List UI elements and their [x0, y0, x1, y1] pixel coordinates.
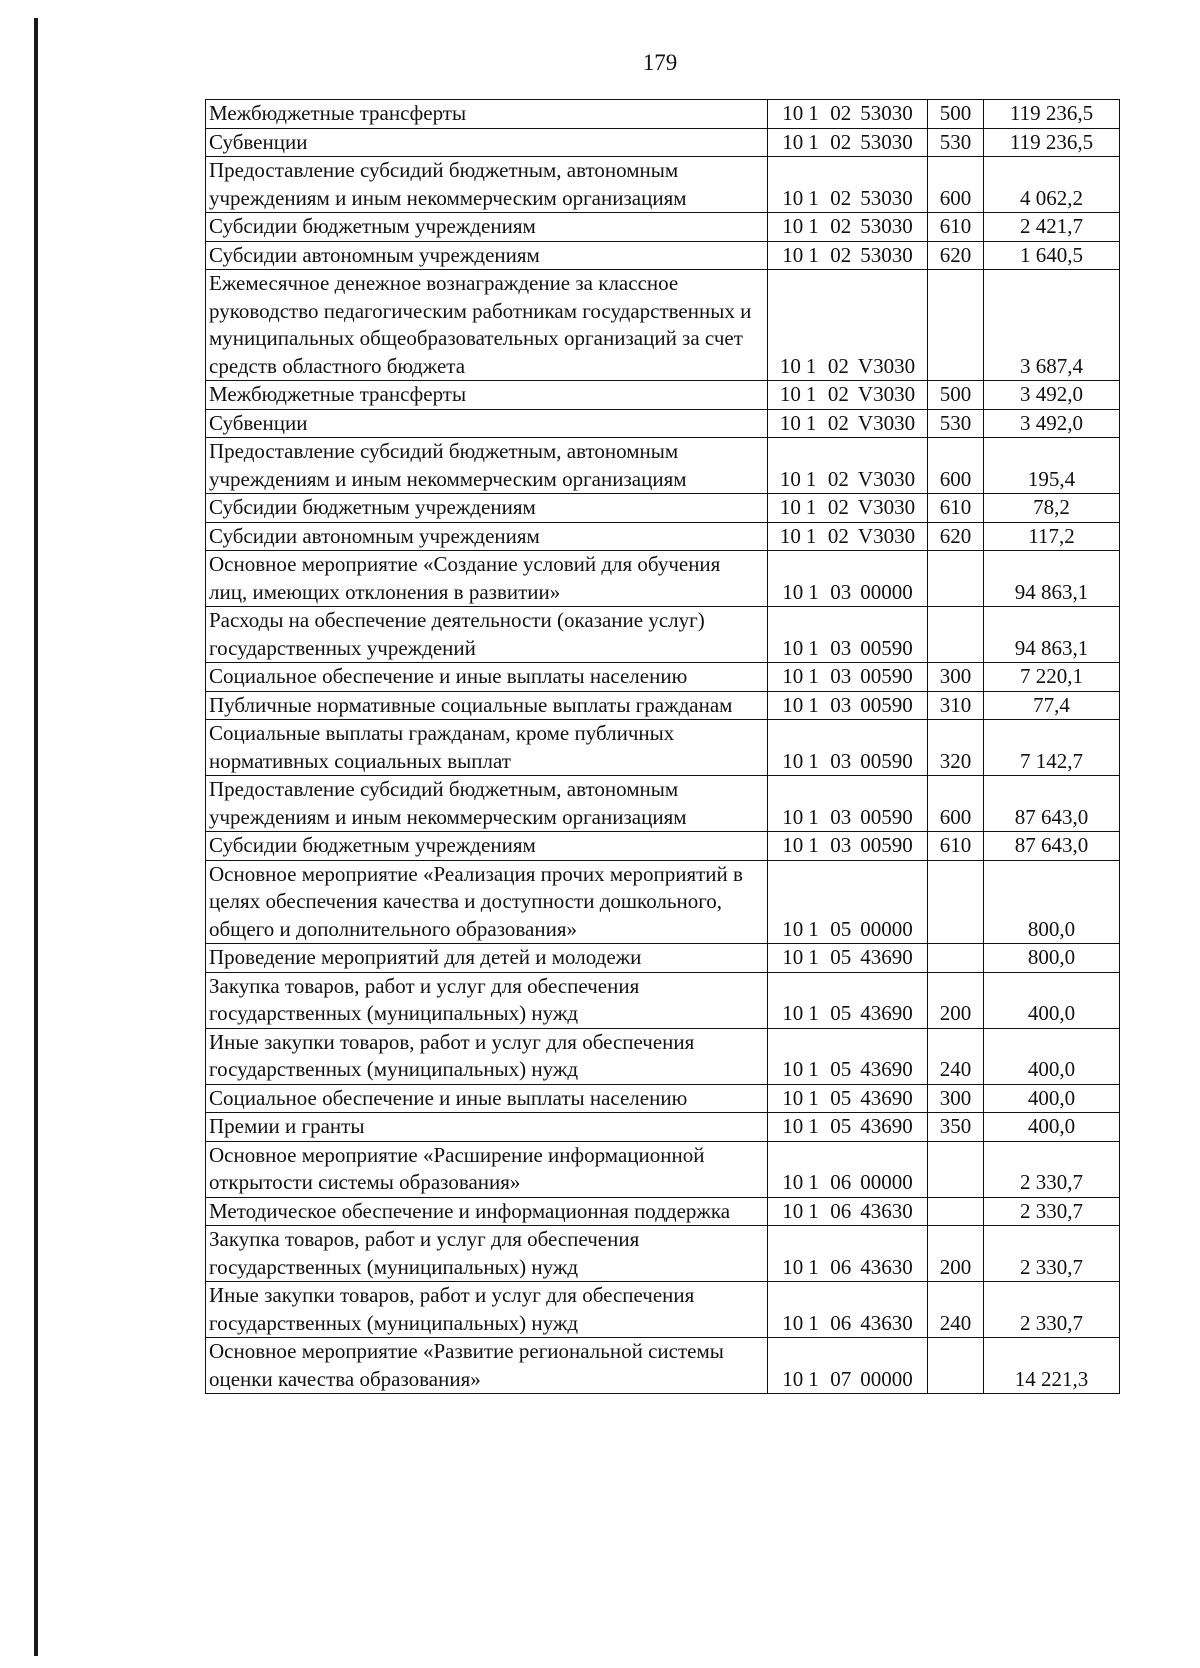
expense-name: Основное мероприятие «Создание условий для обучения лиц, имеющих отклонения в развитии» [206, 551, 768, 607]
code-part: 1 [808, 748, 819, 773]
amount-value: 94 863,1 [984, 551, 1120, 607]
expense-type-code: 500 [928, 100, 984, 129]
code-part: 10 [782, 804, 804, 829]
code-part: 1 [805, 410, 817, 435]
expense-type-code: 300 [928, 1084, 984, 1113]
code-part: 03 [830, 635, 852, 660]
expense-name: Межбюджетные трансферты [206, 100, 768, 129]
code-part: 10 [782, 1085, 804, 1110]
code-part: 00590 [860, 664, 913, 688]
code-part: 43690 [860, 1001, 913, 1025]
code-part: 05 [830, 916, 852, 941]
code-part: 1 [808, 242, 819, 267]
target-article-code [768, 1141, 928, 1197]
code-part: 00590 [860, 635, 913, 660]
code-part: 1 [808, 833, 819, 857]
target-article-code [768, 944, 928, 973]
expense-name: Предоставление субсидий бюджетным, автономным учреждениям и иным некоммерческим организациям [206, 776, 768, 832]
code-part: 53030 [860, 129, 913, 154]
target-article-code [768, 832, 928, 861]
code-part: 10 [782, 1198, 804, 1223]
expense-name: Закупка товаров, работ и услуг для обеспечения государственных (муниципальных) нужд [206, 1226, 768, 1282]
code-part: 1 [808, 579, 819, 604]
code-part: 05 [830, 1001, 852, 1025]
expense-type-code: 240 [928, 1282, 984, 1338]
expense-name: Проведение мероприятий для детей и молодежи [206, 944, 768, 973]
expense-name: Премии и гранты [206, 1113, 768, 1142]
target-article-code [768, 1338, 928, 1394]
code-part: 53030 [860, 214, 913, 238]
code-part: 07 [830, 1366, 852, 1391]
code-part: 43690 [860, 1057, 913, 1081]
amount-value: 195,4 [984, 438, 1120, 494]
expense-name: Методическое обеспечение и информационная поддержка [206, 1197, 768, 1226]
expense-type-code: 310 [928, 691, 984, 720]
target-article-code [768, 972, 928, 1028]
page-number: 179 [642, 50, 678, 75]
code-part: 10 [779, 382, 801, 406]
code-part: 10 [782, 242, 804, 267]
expense-name: Социальное обеспечение и иные выплаты населению [206, 663, 768, 692]
table-row [206, 972, 1120, 1028]
code-part: 00590 [860, 804, 913, 829]
expense-type-code: 610 [928, 213, 984, 242]
code-part: 00590 [860, 692, 913, 717]
code-part: V3030 [857, 466, 916, 491]
code-part: V3030 [857, 410, 916, 435]
code-part: 10 [782, 692, 804, 717]
code-part: 10 [782, 185, 804, 210]
code-part: 1 [805, 382, 817, 406]
code-part: V3030 [857, 353, 916, 378]
expense-type-code: 600 [928, 157, 984, 213]
code-part: 1 [805, 353, 817, 378]
target-article-code [768, 776, 928, 832]
expense-name: Субвенции [206, 128, 768, 157]
amount-value: 2 330,7 [984, 1141, 1120, 1197]
code-part: 00000 [860, 916, 913, 941]
table-row [206, 663, 1120, 692]
code-part: 1 [808, 101, 819, 125]
code-part: 1 [808, 1366, 819, 1391]
expense-name: Основное мероприятие «Развитие региональной системы оценки качества образования» [206, 1338, 768, 1394]
code-part: 10 [779, 353, 801, 378]
amount-value: 94 863,1 [984, 607, 1120, 663]
code-part: 10 [782, 916, 804, 941]
table-row [206, 860, 1120, 944]
code-part: 53030 [860, 101, 913, 125]
code-part: 02 [830, 214, 852, 238]
code-part: 02 [830, 101, 852, 125]
code-part: 06 [830, 1170, 852, 1194]
target-article-code [768, 157, 928, 213]
table-row [206, 1197, 1120, 1226]
code-part: 1 [808, 1310, 819, 1335]
expense-type-code: 600 [928, 438, 984, 494]
code-part: 1 [808, 1001, 819, 1025]
code-part: 53030 [860, 185, 913, 210]
code-part: 02 [830, 185, 852, 210]
target-article-code [768, 663, 928, 692]
expense-name: Субсидии бюджетным учреждениям [206, 494, 768, 523]
code-part: 00000 [860, 1366, 913, 1391]
expense-name: Межбюджетные трансферты [206, 381, 768, 410]
code-part: 1 [808, 1085, 819, 1110]
code-part: 03 [830, 664, 852, 688]
table-row [206, 720, 1120, 776]
amount-value: 3 492,0 [984, 381, 1120, 410]
amount-value: 3 492,0 [984, 409, 1120, 438]
code-part: 10 [779, 410, 801, 435]
expense-name: Социальные выплаты гражданам, кроме публичных нормативных социальных выплат [206, 720, 768, 776]
code-part: 00590 [860, 833, 913, 857]
expense-type-code: 300 [928, 663, 984, 692]
table-row [206, 100, 1120, 129]
target-article-code [768, 860, 928, 944]
code-part: 10 [782, 1057, 804, 1081]
code-part: 1 [805, 523, 817, 548]
expense-name: Предоставление субсидий бюджетным, автономным учреждениям и иным некоммерческим организациям [206, 438, 768, 494]
table-row [206, 1226, 1120, 1282]
expense-type-code: 610 [928, 494, 984, 523]
code-part: 02 [830, 242, 852, 267]
expense-type-code [928, 860, 984, 944]
expense-name: Ежемесячное денежное вознаграждение за классное руководство педагогическим работникам государственных и муниципальных общеобразовательных организаций за счет средств областного бюджета [206, 270, 768, 381]
table-row [206, 944, 1120, 973]
code-part: 05 [830, 1114, 852, 1138]
code-part: 03 [830, 804, 852, 829]
code-part: 1 [808, 1254, 819, 1279]
target-article-code [768, 100, 928, 129]
expense-name: Субсидии бюджетным учреждениям [206, 832, 768, 861]
expense-type-code: 620 [928, 241, 984, 270]
amount-value: 87 643,0 [984, 776, 1120, 832]
code-part: 43630 [860, 1310, 913, 1335]
expense-name: Иные закупки товаров, работ и услуг для обеспечения государственных (муниципальных) нужд [206, 1028, 768, 1084]
budget-table [205, 99, 1120, 1394]
target-article-code [768, 381, 928, 410]
expense-type-code [928, 1338, 984, 1394]
amount-value: 7 220,1 [984, 663, 1120, 692]
table-row [206, 241, 1120, 270]
code-part: 00000 [860, 579, 913, 604]
table-row [206, 1282, 1120, 1338]
code-part: 10 [782, 664, 804, 688]
code-part: 02 [827, 353, 849, 378]
table-row [206, 607, 1120, 663]
table-row [206, 1141, 1120, 1197]
expense-name: Закупка товаров, работ и услуг для обеспечения государственных (муниципальных) нужд [206, 972, 768, 1028]
code-part: 10 [782, 101, 804, 125]
table-row [206, 1028, 1120, 1084]
binding-margin-line [34, 18, 38, 1656]
target-article-code [768, 522, 928, 551]
code-part: 1 [805, 495, 817, 519]
target-article-code [768, 213, 928, 242]
table-row [206, 270, 1120, 381]
amount-value: 2 330,7 [984, 1282, 1120, 1338]
expense-type-code: 500 [928, 381, 984, 410]
amount-value: 119 236,5 [984, 128, 1120, 157]
expense-type-code [928, 607, 984, 663]
table-row [206, 1113, 1120, 1142]
amount-value: 119 236,5 [984, 100, 1120, 129]
target-article-code [768, 1197, 928, 1226]
table-row [206, 691, 1120, 720]
expense-type-code: 530 [928, 409, 984, 438]
amount-value: 2 330,7 [984, 1197, 1120, 1226]
code-part: 1 [808, 1114, 819, 1138]
code-part: 02 [827, 495, 849, 519]
code-part: 10 [782, 579, 804, 604]
code-part: 53030 [860, 242, 913, 267]
target-article-code [768, 1226, 928, 1282]
code-part: 05 [830, 1085, 852, 1110]
code-part: 10 [782, 214, 804, 238]
expense-type-code [928, 270, 984, 381]
code-part: 1 [808, 635, 819, 660]
amount-value: 87 643,0 [984, 832, 1120, 861]
expense-name: Субсидии автономным учреждениям [206, 241, 768, 270]
code-part: 05 [830, 945, 852, 969]
code-part: 10 [782, 129, 804, 154]
code-part: 1 [808, 945, 819, 969]
code-part: 43630 [860, 1198, 913, 1223]
code-part: 03 [830, 833, 852, 857]
amount-value: 3 687,4 [984, 270, 1120, 381]
amount-value: 78,2 [984, 494, 1120, 523]
expense-name: Субсидии автономным учреждениям [206, 522, 768, 551]
table-row [206, 551, 1120, 607]
target-article-code [768, 551, 928, 607]
code-part: 10 [782, 1170, 804, 1194]
code-part: 43690 [860, 1085, 913, 1110]
code-part: 1 [808, 1057, 819, 1081]
table-row [206, 438, 1120, 494]
code-part: 02 [830, 129, 852, 154]
code-part: 02 [827, 523, 849, 548]
code-part: 10 [779, 495, 801, 519]
expense-type-code: 600 [928, 776, 984, 832]
table-row [206, 157, 1120, 213]
code-part: 1 [808, 1198, 819, 1223]
target-article-code [768, 1282, 928, 1338]
expense-type-code: 350 [928, 1113, 984, 1142]
code-part: 1 [808, 692, 819, 717]
expense-type-code: 530 [928, 128, 984, 157]
table-row [206, 381, 1120, 410]
code-part: 03 [830, 692, 852, 717]
code-part: 1 [808, 916, 819, 941]
expense-name: Субвенции [206, 409, 768, 438]
expense-name: Основное мероприятие «Расширение информационной открытости системы образования» [206, 1141, 768, 1197]
amount-value: 800,0 [984, 860, 1120, 944]
expense-type-code [928, 551, 984, 607]
code-part: 43690 [860, 1114, 913, 1138]
code-part: 43630 [860, 1254, 913, 1279]
code-part: 1 [808, 214, 819, 238]
table-row [206, 776, 1120, 832]
expense-type-code [928, 1141, 984, 1197]
amount-value: 77,4 [984, 691, 1120, 720]
expense-type-code: 620 [928, 522, 984, 551]
target-article-code [768, 241, 928, 270]
amount-value: 400,0 [984, 1028, 1120, 1084]
expense-type-code [928, 944, 984, 973]
amount-value: 800,0 [984, 944, 1120, 973]
code-part: 10 [782, 1114, 804, 1138]
code-part: 03 [830, 748, 852, 773]
target-article-code [768, 691, 928, 720]
code-part: 06 [830, 1198, 852, 1223]
expense-name: Публичные нормативные социальные выплаты гражданам [206, 691, 768, 720]
code-part: 06 [830, 1254, 852, 1279]
expense-name: Предоставление субсидий бюджетным, автономным учреждениям и иным некоммерческим организациям [206, 157, 768, 213]
code-part: 10 [779, 466, 801, 491]
code-part: 06 [830, 1310, 852, 1335]
code-part: 10 [779, 523, 801, 548]
amount-value: 1 640,5 [984, 241, 1120, 270]
expense-name: Социальное обеспечение и иные выплаты населению [206, 1084, 768, 1113]
table-row [206, 128, 1120, 157]
amount-value: 7 142,7 [984, 720, 1120, 776]
target-article-code [768, 607, 928, 663]
code-part: 02 [827, 410, 849, 435]
code-part: 02 [827, 382, 849, 406]
table-row [206, 494, 1120, 523]
amount-value: 2 330,7 [984, 1226, 1120, 1282]
code-part: 1 [808, 804, 819, 829]
code-part: 10 [782, 833, 804, 857]
amount-value: 4 062,2 [984, 157, 1120, 213]
code-part: 1 [805, 466, 817, 491]
code-part: 10 [782, 1310, 804, 1335]
amount-value: 400,0 [984, 1113, 1120, 1142]
expense-type-code: 610 [928, 832, 984, 861]
table-row [206, 213, 1120, 242]
target-article-code [768, 1028, 928, 1084]
expense-type-code: 200 [928, 972, 984, 1028]
expense-type-code: 320 [928, 720, 984, 776]
target-article-code [768, 720, 928, 776]
expense-type-code: 200 [928, 1226, 984, 1282]
code-part: 00590 [860, 748, 913, 773]
target-article-code [768, 1084, 928, 1113]
code-part: 05 [830, 1057, 852, 1081]
expense-type-code: 240 [928, 1028, 984, 1084]
code-part: 00000 [860, 1170, 913, 1194]
code-part: 03 [830, 579, 852, 604]
code-part: 10 [782, 1254, 804, 1279]
code-part: 10 [782, 1001, 804, 1025]
expense-name: Расходы на обеспечение деятельности (оказание услуг) государственных учреждений [206, 607, 768, 663]
table-row [206, 1338, 1120, 1394]
amount-value: 14 221,3 [984, 1338, 1120, 1394]
amount-value: 400,0 [984, 972, 1120, 1028]
expense-name: Иные закупки товаров, работ и услуг для обеспечения государственных (муниципальных) нужд [206, 1282, 768, 1338]
code-part: 10 [782, 635, 804, 660]
table-row [206, 1084, 1120, 1113]
target-article-code [768, 438, 928, 494]
table-row [206, 832, 1120, 861]
target-article-code [768, 409, 928, 438]
expense-type-code [928, 1197, 984, 1226]
code-part: 02 [827, 466, 849, 491]
code-part: 1 [808, 664, 819, 688]
code-part: 10 [782, 1366, 804, 1391]
expense-name: Основное мероприятие «Реализация прочих мероприятий в целях обеспечения качества и доступности дошкольного, общего и дополнительного образования» [206, 860, 768, 944]
code-part: V3030 [857, 495, 916, 519]
target-article-code [768, 494, 928, 523]
target-article-code [768, 270, 928, 381]
table-row [206, 522, 1120, 551]
code-part: 43690 [860, 945, 913, 969]
table-row [206, 409, 1120, 438]
code-part: 10 [782, 748, 804, 773]
code-part: V3030 [857, 523, 916, 548]
code-part: V3030 [857, 382, 916, 406]
code-part: 1 [808, 1170, 819, 1194]
code-part: 10 [782, 945, 804, 969]
budget-table-body [206, 100, 1120, 1394]
amount-value: 2 421,7 [984, 213, 1120, 242]
amount-value: 400,0 [984, 1084, 1120, 1113]
code-part: 1 [808, 129, 819, 154]
target-article-code [768, 1113, 928, 1142]
expense-name: Субсидии бюджетным учреждениям [206, 213, 768, 242]
target-article-code [768, 128, 928, 157]
amount-value: 117,2 [984, 522, 1120, 551]
code-part: 1 [808, 185, 819, 210]
